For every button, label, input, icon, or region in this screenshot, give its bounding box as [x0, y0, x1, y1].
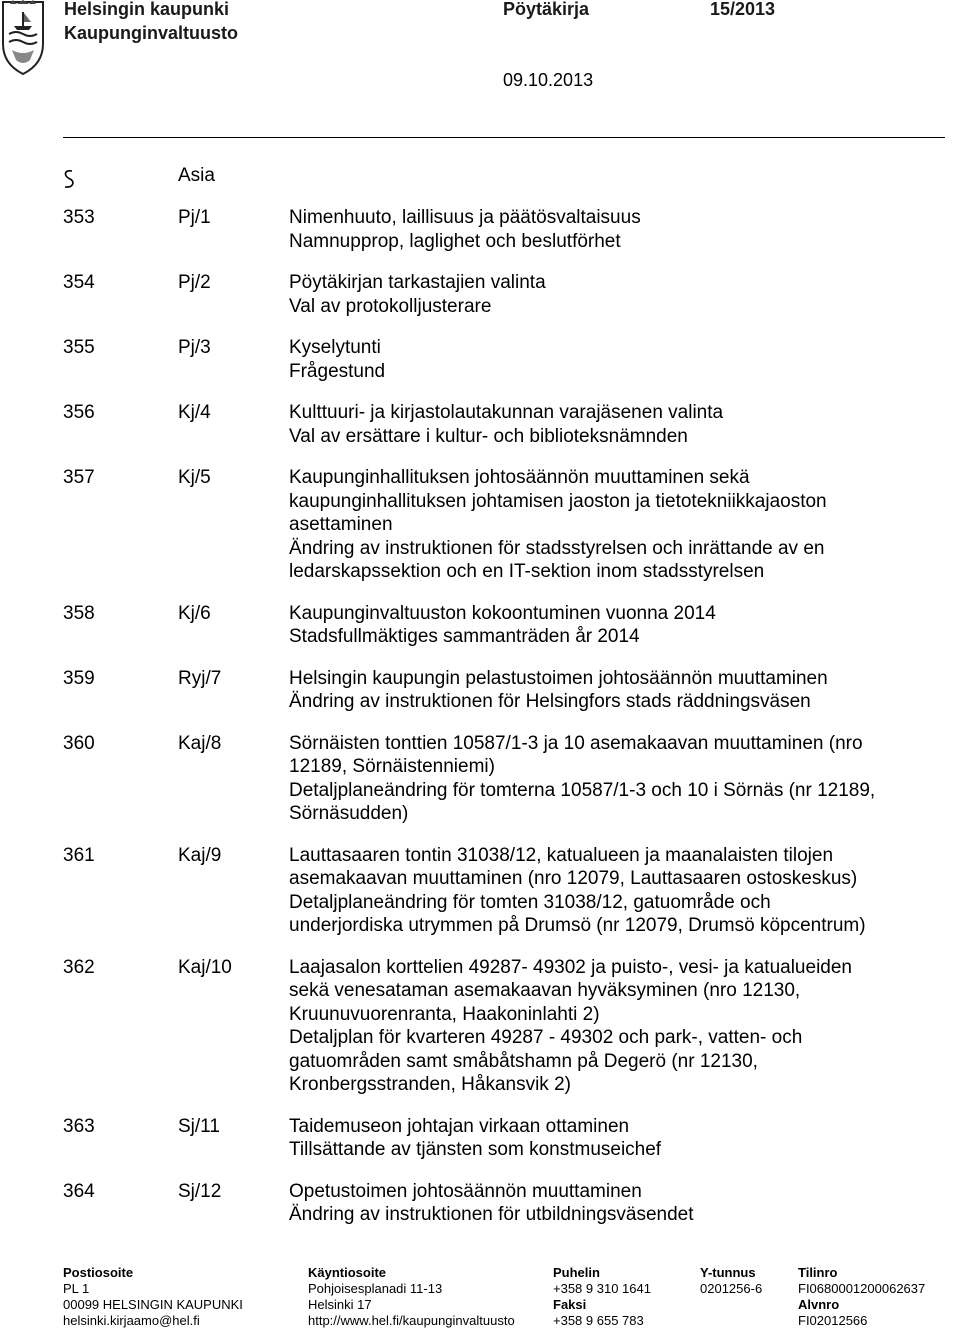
agenda-item-title-line: Kronbergsstranden, Håkansvik 2)	[289, 1074, 571, 1095]
agenda-item-number: 363	[63, 1115, 95, 1137]
agenda-item-title-line: Stadsfullmäktiges sammanträden år 2014	[289, 626, 640, 647]
agenda-item-code: Pj/1	[178, 207, 211, 228]
document-type: Pöytäkirja	[503, 0, 590, 19]
agenda-item-title-line: Val av protokolljusterare	[289, 295, 492, 317]
meeting-date: 09.10.2013	[503, 70, 594, 90]
agenda-item-title-line: asemakaavan muuttaminen (nro 12079, Lauttasaaren ostoskeskus)	[289, 868, 858, 889]
agenda-item-number: 364	[63, 1180, 95, 1202]
header-divider	[63, 137, 945, 138]
agenda-item-title	[289, 336, 944, 383]
agenda-item-number: 358	[63, 602, 95, 624]
agenda-item-title-line: Kyselytunti	[289, 337, 381, 358]
organization-name: Helsingin kaupunki	[64, 0, 230, 19]
document-number: 15/2013	[710, 0, 776, 19]
agenda-item-title	[289, 271, 944, 318]
agenda-item-number: 361	[63, 844, 95, 866]
agenda-heading: Asia	[178, 165, 215, 186]
agenda-item-title-line: Ändring av instruktionen för Helsingfors stads räddningsväsen	[289, 691, 811, 712]
agenda-item-title-line: Sörnäsudden)	[289, 803, 409, 824]
agenda-item-number: 359	[63, 667, 95, 689]
agenda-item-number: 355	[63, 337, 95, 358]
footer-visiting-line: Helsinki 17	[308, 1297, 372, 1312]
footer-account-heading: Tilinro	[798, 1265, 838, 1280]
agenda-item-title-line: Kaupunginvaltuuston kokoontuminen vuonna 2014	[289, 602, 716, 624]
agenda-item-title-line: Helsingin kaupungin pelastustoimen johtosäännön muuttaminen	[289, 667, 828, 689]
agenda-item-title	[289, 206, 944, 253]
footer-email: helsinki.kirjaamo@hel.fi	[63, 1313, 200, 1328]
agenda-item-number: 354	[63, 272, 95, 293]
agenda-item-title-line: asettaminen	[289, 514, 393, 535]
agenda-item-number: 357	[63, 467, 95, 488]
footer-phone-value: +358 9 310 1641	[553, 1281, 651, 1296]
agenda-item-title	[289, 956, 944, 1097]
footer-account-value: FI0680001200062637	[798, 1281, 926, 1296]
agenda-item-title-line: Namnupprop, laglighet och beslutförhet	[289, 230, 621, 252]
footer-business-id-heading: Y-tunnus	[700, 1265, 756, 1280]
agenda-item-title-line: Val av ersättare i kultur- och biblioteksnämnden	[289, 425, 688, 447]
footer-postal-line: 00099 HELSINGIN KAUPUNKI	[63, 1297, 243, 1312]
footer-vat-heading: Alvnro	[798, 1297, 840, 1312]
agenda-item-title-line: Detaljplaneändring för tomten 31038/12, gatuområde och	[289, 891, 771, 913]
agenda-item-number: 360	[63, 732, 95, 754]
footer-visiting-line: Pohjoisesplanadi 11-13	[308, 1281, 443, 1296]
agenda-item-title	[289, 1180, 944, 1227]
agenda-item-title	[289, 401, 944, 448]
agenda-item-code: Kaj/8	[178, 732, 222, 754]
agenda-item-title-line: Detaljplan för kvarteren 49287 - 49302 och park-, vatten- och	[289, 1027, 803, 1048]
agenda-item-code: Sj/11	[178, 1115, 220, 1137]
agenda-item-title-line: gatuområden samt småbåtshamn på Degerö (nr 12130,	[289, 1050, 758, 1072]
agenda-item-code: Kj/5	[178, 467, 211, 488]
agenda-item-code: Pj/2	[178, 272, 211, 293]
agenda-item-title-line: Laajasalon korttelien 49287- 49302 ja puisto-, vesi- ja katualueiden	[289, 956, 852, 978]
footer-business-id	[700, 1265, 762, 1297]
footer-fax-value: +358 9 655 783	[553, 1313, 644, 1328]
agenda-item-title-line: Kaupunginhallituksen johtosäännön muuttaminen sekä	[289, 467, 750, 488]
footer-website: http://www.hel.fi/kaupunginvaltuusto	[308, 1313, 515, 1328]
agenda-item-title-line: underjordiska utrymmen på Drumsö (nr 12079, Drumsö köpcentrum)	[289, 915, 866, 936]
agenda-item-title-line: 12189, Sörnäistenniemi)	[289, 756, 495, 777]
agenda-item-title-line: Ändring av instruktionen för utbildningsväsendet	[289, 1204, 694, 1225]
footer-phone-heading: Puhelin	[553, 1265, 600, 1280]
footer-account	[798, 1265, 925, 1329]
agenda-item-title-line: Detaljplaneändring för tomterna 10587/1-3 och 10 i Sörnäs (nr 12189,	[289, 779, 876, 801]
agenda-item-code: Kaj/9	[178, 844, 222, 866]
footer-phone	[553, 1265, 651, 1329]
agenda-item-title	[289, 732, 944, 826]
agenda-item-title	[289, 667, 944, 714]
agenda-item-code: Kj/4	[178, 402, 211, 423]
agenda-item-title-line: ledarskapssektion och en IT-sektion inom stadsstyrelsen	[289, 561, 765, 582]
agenda-item-code: Sj/12	[178, 1180, 222, 1202]
agenda-item-code: Kj/6	[178, 602, 211, 624]
agenda-item-title	[289, 466, 944, 584]
footer-postal-line: PL 1	[63, 1281, 90, 1296]
agenda-item-title-line: kaupunginhallituksen johtamisen jaoston ja tietotekniikkajaoston	[289, 490, 827, 512]
footer-postal	[63, 1265, 243, 1329]
agenda-item-title	[289, 602, 944, 649]
agenda-item-title-line: Tillsättande av tjänsten som konstmuseichef	[289, 1139, 662, 1160]
agenda-item-code: Pj/3	[178, 337, 211, 358]
footer-fax-heading: Faksi	[553, 1297, 587, 1312]
agenda-item-title-line: Nimenhuuto, laillisuus ja päätösvaltaisuus	[289, 207, 641, 228]
footer-business-id-value: 0201256-6	[700, 1281, 763, 1296]
agenda-item-title-line: Frågestund	[289, 360, 386, 382]
agenda-item-title-line: Ändring av instruktionen för stadsstyrelsen och inrättande av en	[289, 537, 825, 559]
agenda-item-title-line: sekä venesataman asemakaavan hyväksyminen (nro 12130,	[289, 980, 801, 1001]
agenda-item-number: 362	[63, 956, 95, 978]
footer-visiting-heading: Käyntiosoite	[308, 1265, 387, 1280]
agenda-item-title-line: Taidemuseon johtajan virkaan ottaminen	[289, 1115, 630, 1137]
agenda-item-title-line: Opetustoimen johtosäännön muuttaminen	[289, 1180, 642, 1202]
agenda-item-code: Kaj/10	[178, 956, 232, 978]
section-mark-icon	[63, 168, 75, 190]
agenda-item-title	[289, 844, 944, 938]
agenda-item-title-line: Lauttasaaren tontin 31038/12, katualueen ja maanalaisten tilojen	[289, 844, 834, 866]
agenda-item-title-line: Sörnäisten tonttien 10587/1-3 ja 10 asemakaavan muuttaminen (nro	[289, 732, 863, 754]
footer-vat-value: FI02012566	[798, 1313, 868, 1328]
department-name: Kaupunginvaltuusto	[64, 23, 238, 43]
footer-visiting	[308, 1265, 515, 1329]
helsinki-crest-icon	[0, 0, 46, 76]
agenda-item-title-line: Kruunuvuorenranta, Haakoninlahti 2)	[289, 1003, 600, 1025]
footer-postal-heading: Postiosoite	[63, 1265, 134, 1280]
agenda-item-title	[289, 1115, 944, 1162]
agenda-item-title-line: Kulttuuri- ja kirjastolautakunnan varajäsenen valinta	[289, 402, 724, 423]
agenda-item-number: 353	[63, 207, 95, 228]
agenda-item-number: 356	[63, 402, 95, 423]
agenda-item-title-line: Pöytäkirjan tarkastajien valinta	[289, 272, 546, 293]
agenda-item-code: Ryj/7	[178, 667, 222, 689]
